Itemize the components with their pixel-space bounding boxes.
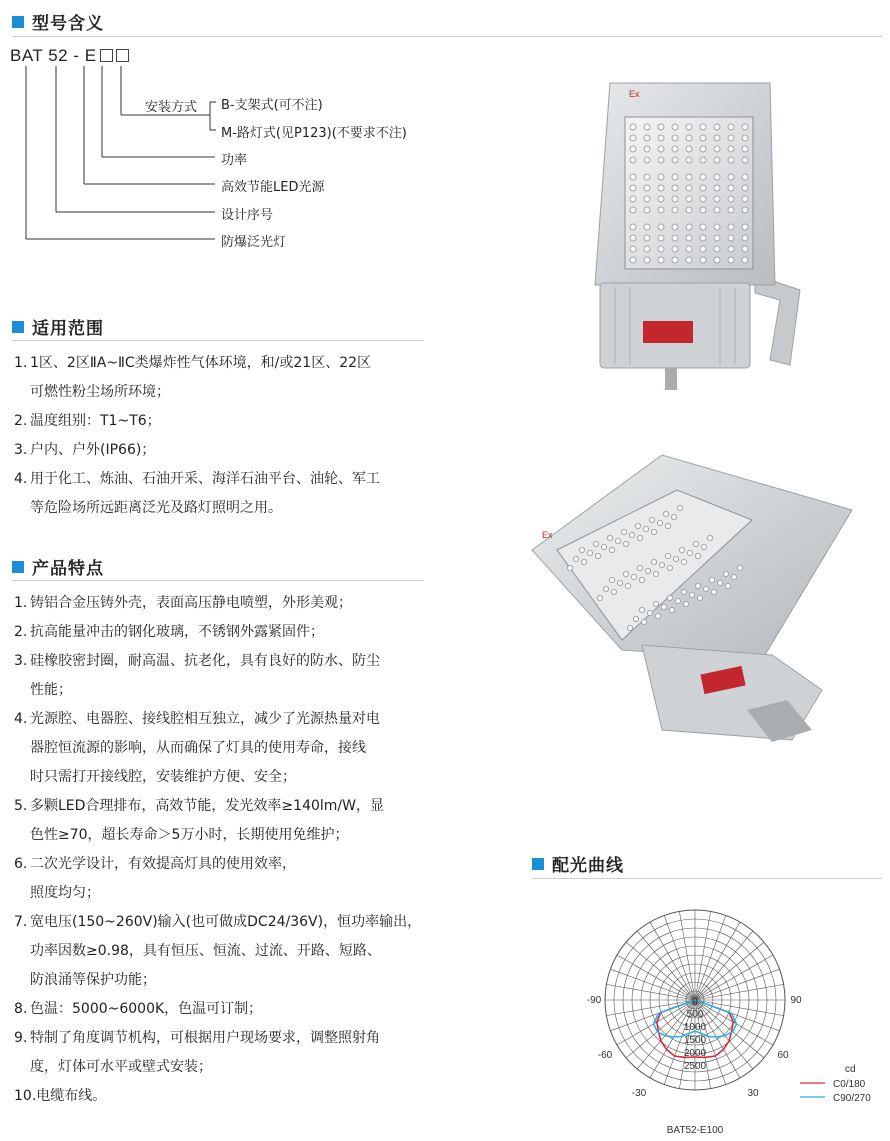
feature-item-7 <box>14 911 421 931</box>
option-m: M-路灯式(见P123)(不要求不注) <box>221 126 407 141</box>
led-dot <box>630 246 636 252</box>
angle-label: 30 <box>747 1088 759 1099</box>
led-dot <box>609 577 614 582</box>
section-title: 配光曲线 <box>552 856 624 876</box>
led-dot <box>728 207 734 213</box>
led-dot <box>672 224 678 230</box>
feature-item-text: 色性≥70，超长寿命＞5万小时，长期使用免维护； <box>30 827 349 843</box>
led-dot <box>700 185 706 191</box>
feature-item-3 <box>14 650 380 670</box>
led-dot <box>742 224 748 230</box>
radial-tick-label: 1500 <box>683 1034 707 1046</box>
scope-item-number: 2. <box>14 413 28 429</box>
scope-item-number: 1. <box>14 355 28 371</box>
polar-light-distribution-chart <box>585 905 885 1139</box>
feature-item-number: 2. <box>14 624 28 640</box>
led-dot <box>728 146 734 152</box>
scope-item-1-line-2 <box>14 381 170 401</box>
led-dot <box>671 514 676 519</box>
led-dot <box>714 185 720 191</box>
led-dot <box>631 574 636 579</box>
led-dot <box>630 196 636 202</box>
led-dot <box>728 224 734 230</box>
led-dot <box>686 146 692 152</box>
led-dot <box>728 185 734 191</box>
led-dot <box>579 547 584 552</box>
feature-item-text: 光源腔、电器腔、接线腔相互独立，减少了光源热量对电 <box>30 711 380 727</box>
led-dot <box>617 580 622 585</box>
led-dot <box>627 625 632 630</box>
feature-item-7-line-2 <box>14 940 381 960</box>
angle-label: -90 <box>586 995 602 1006</box>
radial-tick-label: 2500 <box>683 1060 707 1072</box>
led-dot <box>665 523 670 528</box>
led-dot <box>700 207 706 213</box>
led-dot <box>658 146 664 152</box>
led-dot <box>687 550 692 555</box>
install-method-label: 安装方式 <box>145 100 198 115</box>
feature-item-4-line-3 <box>14 766 296 786</box>
led-dot <box>653 601 658 606</box>
led-dot <box>603 586 608 591</box>
scope-item-2 <box>14 410 161 430</box>
led-dot <box>725 583 730 588</box>
led-dot <box>672 157 678 163</box>
led-dot <box>621 529 626 534</box>
feature-item-text: 色温：5000~6000K，色温可订制； <box>30 1001 263 1017</box>
led-dot <box>633 616 638 621</box>
feature-item-7-line-3 <box>14 969 156 989</box>
led-dot <box>644 224 650 230</box>
feature-item-2 <box>14 621 324 641</box>
led-dot <box>728 257 734 263</box>
led-dot <box>742 157 748 163</box>
feature-item-text: 度，灯体可水平或壁式安装； <box>30 1059 212 1075</box>
feature-item-4-line-2 <box>14 737 366 757</box>
led-dot <box>567 565 572 570</box>
led-dot <box>700 196 706 202</box>
led-dot <box>728 174 734 180</box>
led-dot <box>647 610 652 615</box>
feature-item-4 <box>14 708 380 728</box>
led-dot <box>637 535 642 540</box>
feature-item-number: 8. <box>14 1001 28 1017</box>
led-dot <box>686 196 692 202</box>
led-dot <box>714 257 720 263</box>
led-dot <box>714 174 720 180</box>
led-dot <box>723 571 728 576</box>
led-dot <box>629 532 634 537</box>
led-dot <box>601 544 606 549</box>
led-dot <box>658 207 664 213</box>
led-dot <box>703 586 708 591</box>
led-dot <box>672 185 678 191</box>
led-dot <box>630 185 636 191</box>
led-dot <box>686 246 692 252</box>
led-dot <box>700 224 706 230</box>
led-dot <box>623 571 628 576</box>
led-dot <box>644 135 650 141</box>
led-dot <box>672 246 678 252</box>
legend-c90: C90/270 <box>833 1093 871 1104</box>
led-dot <box>651 559 656 564</box>
led-dot <box>658 157 664 163</box>
feature-item-number: 1. <box>14 595 28 611</box>
chart-title: BAT52-E100 <box>666 1125 724 1136</box>
feature-item-text: 电缆布线。 <box>36 1088 107 1104</box>
led-dot <box>641 619 646 624</box>
model-code-text: BAT 52 - E <box>10 46 97 65</box>
led-dot <box>644 257 650 263</box>
scope-item-text: 温度组别：T1~T6； <box>30 413 161 429</box>
unit-label: cd <box>845 1064 856 1075</box>
legend-c0: C0/180 <box>833 1079 866 1090</box>
feature-item-text: 多颗LED合理排布，高效节能，发光效率≥140lm/W，显 <box>30 798 384 814</box>
feature-item-5-line-2 <box>14 824 348 844</box>
led-dot <box>700 146 706 152</box>
feature-item-number: 9. <box>14 1030 28 1046</box>
led-dot <box>742 185 748 191</box>
section-title: 型号含义 <box>32 14 104 34</box>
feature-item-text: 性能； <box>30 682 72 698</box>
led-dot <box>672 235 678 241</box>
led-dot <box>672 124 678 130</box>
feature-item-9 <box>14 1027 380 1047</box>
led-dot <box>700 257 706 263</box>
divider <box>12 340 424 341</box>
led-dot <box>630 157 636 163</box>
feature-item-text: 特制了角度调节机构，可根据用户现场要求，调整照射角 <box>30 1030 380 1046</box>
feature-item-text: 铸铝合金压铸外壳，表面高压静电喷塑，外形美观； <box>30 595 352 611</box>
feature-item-number: 7. <box>14 914 28 930</box>
led-dot <box>672 257 678 263</box>
led-dot <box>714 224 720 230</box>
led-dot <box>728 157 734 163</box>
scope-item-3 <box>14 439 155 459</box>
led-dot <box>717 580 722 585</box>
led-dot <box>658 224 664 230</box>
divider <box>12 580 424 581</box>
part-power: 功率 <box>221 153 248 168</box>
led-dot <box>669 607 674 612</box>
feature-item-text: 防浪涌等保护功能； <box>30 972 156 988</box>
led-dot <box>635 523 640 528</box>
led-dot <box>658 246 664 252</box>
scope-item-text: 用于化工、炼油、石油开采、海洋石油平台、油轮、军工 <box>30 471 380 487</box>
led-dot <box>607 535 612 540</box>
led-dot <box>701 544 706 549</box>
led-dot <box>711 589 716 594</box>
angle-label: -60 <box>597 1050 613 1061</box>
led-dot <box>672 207 678 213</box>
led-dot <box>689 592 694 597</box>
part-design-number: 设计序号 <box>221 208 274 223</box>
feature-item-text: 功率因数≥0.98，具有恒压、恒流、过流、开路、短路、 <box>30 943 381 959</box>
led-dot <box>714 235 720 241</box>
led-dot <box>697 595 702 600</box>
feature-item-3-line-2 <box>14 679 72 699</box>
led-dot <box>686 235 692 241</box>
led-dot <box>681 589 686 594</box>
blue-square-icon <box>12 321 24 333</box>
led-dot <box>714 146 720 152</box>
led-dot <box>651 529 656 534</box>
led-dot <box>714 135 720 141</box>
scope-item-text: 等危险场所远距离泛光及路灯照明之用。 <box>30 500 282 516</box>
led-dot <box>742 235 748 241</box>
led-dot <box>728 124 734 130</box>
led-dot <box>700 174 706 180</box>
led-dot <box>714 196 720 202</box>
led-dot <box>686 174 692 180</box>
led-dot <box>742 257 748 263</box>
radial-tick-label: 500 <box>686 1008 704 1020</box>
led-dot <box>695 553 700 558</box>
scope-item-text: 1区、2区ⅡA~ⅡC类爆炸性气体环境，和/或21区、22区 <box>30 355 372 371</box>
led-dot <box>644 146 650 152</box>
led-dot <box>667 565 672 570</box>
radial-tick-label: 1000 <box>683 1021 707 1033</box>
radial-tick-label: 2000 <box>683 1047 707 1059</box>
led-dot <box>658 196 664 202</box>
feature-item-number: 6. <box>14 856 28 872</box>
angle-label: 90 <box>790 995 802 1006</box>
angle-label: 0 <box>692 997 698 1008</box>
angle-label: -30 <box>631 1088 647 1099</box>
led-dot <box>587 550 592 555</box>
blue-square-icon <box>12 561 24 573</box>
led-dot <box>658 185 664 191</box>
led-dot <box>700 124 706 130</box>
led-dot <box>672 196 678 202</box>
section-title: 产品特点 <box>32 559 104 579</box>
led-dot <box>686 224 692 230</box>
led-dot <box>672 146 678 152</box>
led-dot <box>658 124 664 130</box>
led-dot <box>728 235 734 241</box>
scope-item-text: 户内、户外(IP66)； <box>30 442 156 458</box>
led-dot <box>657 520 662 525</box>
led-dot <box>728 196 734 202</box>
led-dot <box>581 559 586 564</box>
scope-item-4 <box>14 468 380 488</box>
product-photo-front <box>585 75 805 405</box>
led-dot <box>630 235 636 241</box>
led-dot <box>686 207 692 213</box>
led-dot <box>615 538 620 543</box>
led-dot <box>644 246 650 252</box>
feature-item-number: 4. <box>14 711 28 727</box>
led-dot <box>630 124 636 130</box>
section-header-scope <box>12 314 104 339</box>
led-dot <box>672 135 678 141</box>
led-dot <box>742 246 748 252</box>
led-dot <box>707 535 712 540</box>
led-dot <box>645 568 650 573</box>
scope-item-number: 4. <box>14 471 28 487</box>
feature-item-6-line-2 <box>14 882 100 902</box>
ex-mark: Ex <box>629 89 640 99</box>
led-dot <box>644 174 650 180</box>
scope-item-1 <box>14 352 371 372</box>
scope-item-number: 3. <box>14 442 28 458</box>
feature-item-9-line-2 <box>14 1056 212 1076</box>
divider <box>532 878 882 879</box>
led-dot <box>653 571 658 576</box>
section-header-features <box>12 554 104 579</box>
led-dot <box>709 577 714 582</box>
led-dot <box>700 135 706 141</box>
led-dot <box>700 246 706 252</box>
feature-item-1 <box>14 592 352 612</box>
feature-item-number: 10. <box>14 1088 37 1104</box>
led-dot <box>611 589 616 594</box>
led-dot <box>686 135 692 141</box>
feature-item-text: 宽电压(150~260V)输入(也可做成DC24/36V)，恒功率输出， <box>30 914 422 930</box>
angle-label: 60 <box>777 1050 789 1061</box>
feature-item-8 <box>14 998 262 1018</box>
feature-item-6 <box>14 853 296 873</box>
led-dot <box>630 174 636 180</box>
led-dot <box>649 517 654 522</box>
part-floodlight: 防爆泛光灯 <box>221 235 287 250</box>
ex-mark: Ex <box>542 530 553 540</box>
led-dot <box>700 157 706 163</box>
led-dot <box>714 124 720 130</box>
section-header-curve <box>532 851 624 876</box>
led-dot <box>742 146 748 152</box>
led-dot <box>658 174 664 180</box>
led-dot <box>661 604 666 609</box>
led-dot <box>630 224 636 230</box>
led-dot <box>659 562 664 567</box>
feature-item-text: 器腔恒流源的影响，从而确保了灯具的使用寿命，接线 <box>30 740 366 756</box>
led-dot <box>637 565 642 570</box>
led-dot <box>686 124 692 130</box>
led-dot <box>644 185 650 191</box>
led-dot <box>663 511 668 516</box>
led-dot <box>695 583 700 588</box>
led-dot <box>681 559 686 564</box>
part-led: 高效节能LED光源 <box>221 180 325 195</box>
led-dot <box>714 157 720 163</box>
scope-item-4-line-2 <box>14 497 282 517</box>
feature-item-text: 硅橡胶密封圈，耐高温、抗老化，具有良好的防水、防尘 <box>30 653 380 669</box>
led-dot <box>639 607 644 612</box>
led-dot <box>714 246 720 252</box>
led-dot <box>658 135 664 141</box>
feature-item-number: 5. <box>14 798 28 814</box>
led-dot <box>595 553 600 558</box>
led-dot <box>686 257 692 263</box>
led-dot <box>643 526 648 531</box>
led-dot <box>644 235 650 241</box>
led-dot <box>667 595 672 600</box>
led-dot <box>630 257 636 263</box>
led-dot <box>665 553 670 558</box>
feature-item-text: 二次光学设计，有效提高灯具的使用效率， <box>30 856 296 872</box>
led-dot <box>644 157 650 163</box>
led-dot <box>742 135 748 141</box>
led-dot <box>630 146 636 152</box>
led-dot <box>728 246 734 252</box>
led-dot <box>630 135 636 141</box>
led-dot <box>728 135 734 141</box>
led-dot <box>644 124 650 130</box>
led-dot <box>742 124 748 130</box>
led-dot <box>693 541 698 546</box>
led-dot <box>644 207 650 213</box>
feature-item-5 <box>14 795 384 815</box>
feature-item-10 <box>14 1085 106 1105</box>
blue-square-icon <box>532 858 544 870</box>
led-dot <box>700 235 706 241</box>
led-dot <box>658 235 664 241</box>
feature-item-text: 抗高能量冲击的钢化玻璃，不锈钢外露紧固件； <box>30 624 324 640</box>
led-dot <box>639 577 644 582</box>
led-dot <box>742 207 748 213</box>
led-dot <box>742 174 748 180</box>
led-dot <box>679 547 684 552</box>
led-dot <box>593 541 598 546</box>
led-dot <box>731 574 736 579</box>
led-dot <box>675 598 680 603</box>
led-dot <box>655 613 660 618</box>
led-dot <box>714 207 720 213</box>
feature-item-text: 照度均匀； <box>30 885 100 901</box>
led-dot <box>630 207 636 213</box>
led-dot <box>658 257 664 263</box>
led-dot <box>677 505 682 510</box>
led-dot <box>683 601 688 606</box>
led-dot <box>609 547 614 552</box>
led-dot <box>686 157 692 163</box>
led-dot <box>623 541 628 546</box>
feature-item-text: 时只需打开接线腔，安装维护方便、安全； <box>30 769 296 785</box>
led-dot <box>672 174 678 180</box>
feature-item-number: 3. <box>14 653 28 669</box>
led-dot <box>573 556 578 561</box>
product-photo-perspective <box>512 450 872 750</box>
led-dot <box>742 196 748 202</box>
section-title: 适用范围 <box>32 319 104 339</box>
led-dot <box>625 583 630 588</box>
led-dot <box>686 185 692 191</box>
scope-item-text: 可燃性粉尘场所环境； <box>30 384 170 400</box>
led-dot <box>737 565 742 570</box>
option-b: B-支架式(可不注) <box>221 98 323 113</box>
led-dot <box>597 595 602 600</box>
led-dot <box>673 556 678 561</box>
led-dot <box>644 196 650 202</box>
